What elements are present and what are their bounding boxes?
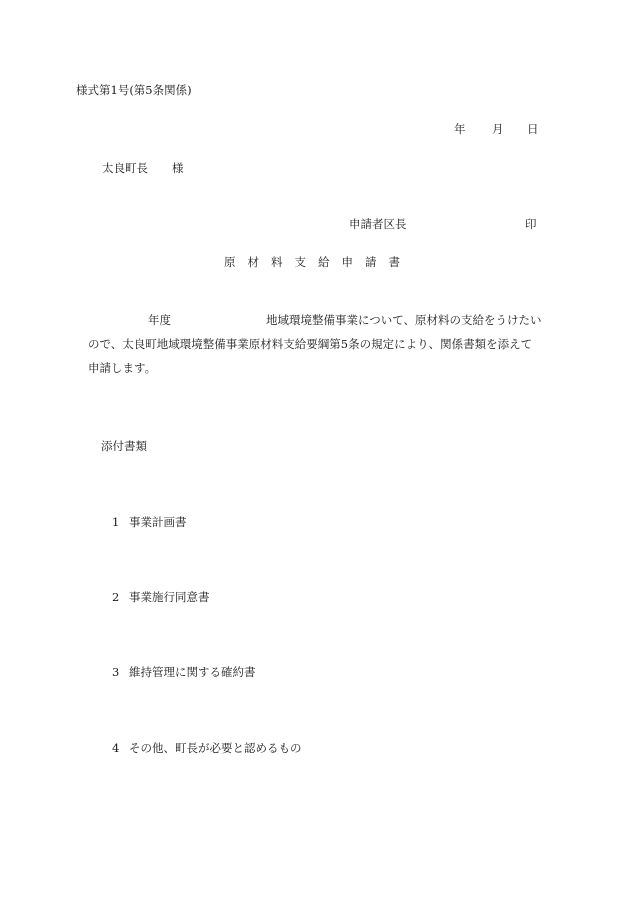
document-title [224,254,400,270]
title-char: 支 [294,255,306,269]
item-number: 1 [112,515,120,529]
title-char: 請 [365,255,377,269]
month-label: 月 [492,122,504,136]
seal-mark: 印 [525,217,537,231]
title-char: 給 [318,255,330,269]
item-text: 維持管理に関する確約書 [129,665,256,679]
item-number: 4 [112,741,120,755]
attachments-heading: 添付書類 [101,439,147,453]
title-char: 原 [224,255,236,269]
body-line-2: ので、太良町地域環境整備事業原材料支給要綱第5条の規定により、関係書類を添えて [88,337,533,351]
item-number: 2 [112,590,120,604]
applicant-label: 申請者区長 [349,217,407,231]
addressee-honorific: 様 [172,161,184,175]
item-number: 3 [112,665,120,679]
title-char: 書 [388,255,400,269]
item-text: 事業施行同意書 [129,590,210,604]
title-char: 材 [247,255,259,269]
title-char: 料 [271,255,283,269]
year-label: 年 [454,122,466,136]
title-char: 申 [341,255,353,269]
item-text: その他、町長が必要と認めるもの [129,741,302,755]
body-line-1: 地域環境整備事業について、原材料の支給をうけたい [266,313,542,327]
fiscal-year-label: 年度 [148,313,171,327]
form-number: 様式第1号(第5条関係) [76,83,192,97]
day-label: 日 [527,122,539,136]
item-text: 事業計画書 [129,515,187,529]
body-line-3: 申請します。 [88,361,157,375]
addressee-name: 太良町長 [102,161,148,175]
